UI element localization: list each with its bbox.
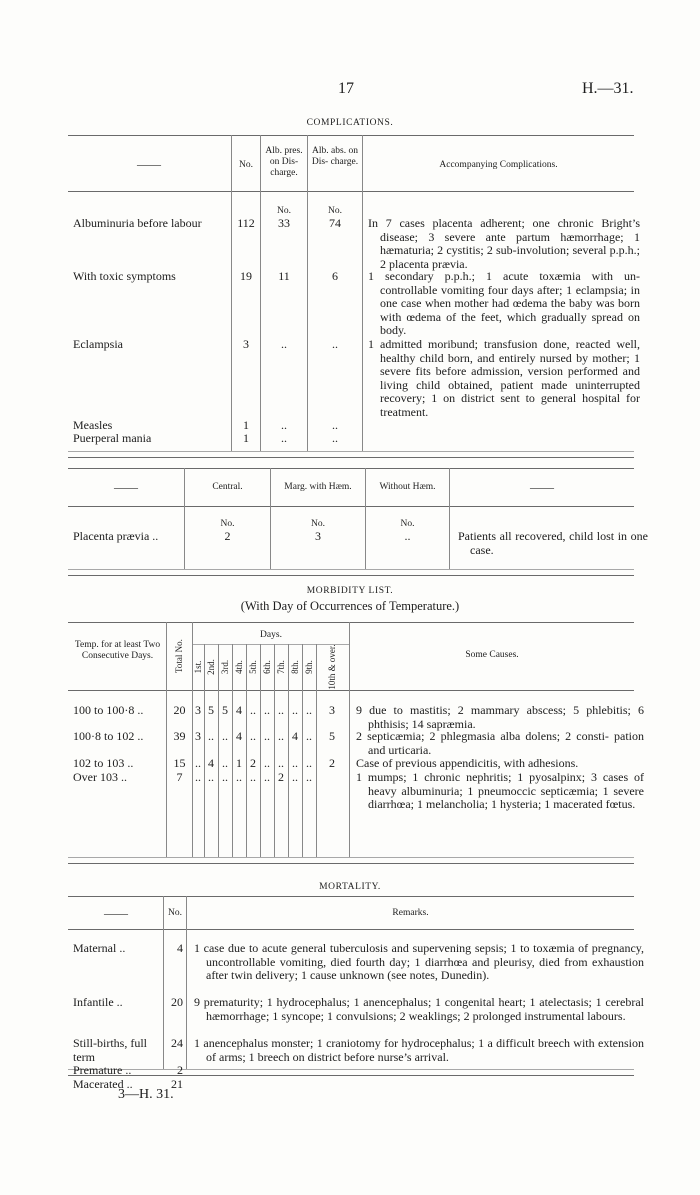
table-rule bbox=[68, 191, 634, 192]
row-day-value: 2 bbox=[278, 770, 284, 784]
row-no: 24 bbox=[171, 1036, 183, 1050]
row-no: 19 bbox=[240, 269, 252, 283]
no-label: No. bbox=[328, 206, 342, 216]
row-day-value: .. bbox=[306, 703, 312, 717]
header-day: 1st. bbox=[193, 660, 203, 674]
row-no: 4 bbox=[177, 941, 183, 955]
row-day-value: 5 bbox=[222, 703, 228, 717]
column-rule bbox=[232, 644, 233, 857]
column-rule bbox=[246, 644, 247, 857]
header-causes: Some Causes. bbox=[465, 650, 519, 660]
header-remarks: Remarks. bbox=[392, 908, 429, 918]
table-rule bbox=[68, 575, 634, 576]
footer-signature: 3—H. 31. bbox=[118, 1087, 174, 1102]
column-rule bbox=[260, 644, 261, 857]
row-central: 2 bbox=[224, 529, 231, 543]
row-total: 15 bbox=[173, 756, 186, 770]
header-day: 4th. bbox=[234, 660, 244, 674]
row-no: 1 bbox=[243, 418, 249, 432]
no-label: No. bbox=[277, 206, 291, 216]
row-day-value: 1 bbox=[236, 756, 242, 770]
row-day-value: .. bbox=[208, 770, 214, 784]
row-day-value: .. bbox=[264, 770, 270, 784]
no-label: No. bbox=[220, 519, 235, 529]
row-causes: Case of previous appendicitis, with adhesions. bbox=[356, 756, 579, 770]
row-day-value: 4 bbox=[236, 703, 242, 717]
header-total: Total No. bbox=[174, 639, 184, 673]
table-rule bbox=[68, 929, 634, 930]
row-marg: 3 bbox=[315, 529, 321, 543]
row-label: Albuminuria before labour bbox=[73, 216, 202, 230]
row-alb-abs: .. bbox=[332, 337, 338, 351]
row-no: 2 bbox=[177, 1063, 183, 1077]
table-rule bbox=[68, 896, 634, 897]
morbidity-title: MORBIDITY LIST. bbox=[306, 586, 394, 596]
column-rule bbox=[186, 896, 187, 1069]
row-day-value: .. bbox=[292, 756, 298, 770]
row-no: 20 bbox=[171, 995, 183, 1009]
row-without: .. bbox=[404, 529, 411, 543]
row-label: Over 103 .. bbox=[73, 770, 127, 784]
row-day-value: .. bbox=[306, 770, 312, 784]
row-day-value: .. bbox=[306, 756, 312, 770]
row-label: Maternal .. bbox=[73, 941, 126, 955]
row-label: 102 to 103 .. bbox=[73, 756, 134, 770]
header-day: 7th. bbox=[276, 660, 286, 674]
row-causes: 9 due to mastitis; 2 mammary abscess; 5 phlebitis; 6 phthisis; 14 sapræmia. bbox=[356, 703, 644, 731]
column-rule bbox=[274, 644, 275, 857]
header-marg: Marg. with Hæm. bbox=[284, 482, 352, 492]
header-day: 6th. bbox=[262, 660, 272, 674]
row-day-value: .. bbox=[222, 756, 228, 770]
morbidity-subtitle: (With Day of Occurrences of Temperature.) bbox=[240, 599, 460, 613]
table-rule bbox=[68, 622, 634, 623]
row-day-value: .. bbox=[195, 770, 201, 784]
row-day-value: .. bbox=[236, 770, 242, 784]
row-remarks: 1 case due to acute general tuberculosis and supervening sepsis; 1 to toxæmia of pregnancy, uncontrollable vomiting, died fourth day; 1 diarrhœa and pleurisy, died from exhaustion after twin delivery; 1 cause unknown (see notes, Dunedin). bbox=[194, 941, 644, 982]
table-rule bbox=[68, 468, 634, 469]
row-no: 112 bbox=[237, 216, 255, 230]
header-alb-pres: Alb. pres. on Dis- charge. bbox=[265, 146, 303, 178]
row-alb-abs: .. bbox=[332, 431, 338, 445]
table-rule bbox=[68, 569, 634, 570]
header-stub: —— bbox=[104, 906, 128, 920]
row-causes: 2 septicæmia; 2 phlegmasia alba dolens; 2 consti- pation and urticaria. bbox=[356, 729, 644, 757]
header-day: 5th. bbox=[248, 660, 258, 674]
row-day-value: .. bbox=[278, 756, 284, 770]
table-rule bbox=[192, 644, 349, 645]
header-day: 8th. bbox=[290, 660, 300, 674]
column-rule bbox=[204, 644, 205, 857]
row-alb-pres: .. bbox=[281, 337, 287, 351]
column-rule bbox=[231, 135, 232, 451]
row-label: Macerated .. bbox=[73, 1077, 133, 1091]
row-label: Measles bbox=[73, 418, 113, 432]
row-day-value: .. bbox=[222, 729, 228, 743]
row-day-value: .. bbox=[292, 770, 298, 784]
row-remarks: 1 admitted moribund; transfusion done, reacted well, healthy child born, and entirely nursed by mother; 1 severe fits before admission, version performed and living child obtained, patient made uninterrupted recovery; 1 on district sent to general hospital for treatment. bbox=[368, 337, 640, 419]
column-rule bbox=[288, 644, 289, 857]
row-no: 21 bbox=[171, 1077, 183, 1091]
row-label: 100 to 100·8 .. bbox=[73, 703, 144, 717]
row-label: Puerperal mania bbox=[73, 431, 152, 445]
row-day-value: 4 bbox=[236, 729, 242, 743]
row-label: Still-births, full term bbox=[73, 1036, 148, 1064]
row-day-value: .. bbox=[278, 729, 284, 743]
header-without: Without Hæm. bbox=[379, 482, 436, 492]
row-causes: 1 mumps; 1 chronic nephritis; 1 pyosalpinx; 3 cases of heavy albuminuria; 1 pneumoccic septicæmia; 1 severe diarrhœa; 1 melancholia; 1 hysteria; 1 macerated fœtus. bbox=[356, 770, 644, 811]
column-rule bbox=[307, 135, 308, 451]
row-day-value: 5 bbox=[329, 729, 335, 743]
row-day-value: 2 bbox=[250, 756, 256, 770]
page-number: 17 bbox=[338, 80, 354, 97]
complications-title: COMPLICATIONS. bbox=[306, 118, 394, 128]
row-remarks: Patients all recovered, child lost in one case. bbox=[458, 529, 648, 557]
column-rule bbox=[260, 135, 261, 451]
row-day-value: .. bbox=[264, 703, 270, 717]
row-alb-pres: 11 bbox=[278, 269, 290, 283]
row-remarks: 9 prematurity; 1 hydrocephalus; 1 anencephalus; 1 congenital heart; 1 atelectasis; 1 cerebral hæmorrhage; 1 syncope; 1 convulsions; 2 weaklings; 2 prolonged instrumental labours. bbox=[194, 995, 644, 1023]
row-label: With toxic symptoms bbox=[73, 269, 176, 283]
row-day-value: 3 bbox=[329, 703, 335, 717]
row-remarks: 1 anencephalus monster; 1 craniotomy for hydrocephalus; 1 a difficult breech with extension of arms; 1 breech on district before nurse’s arrival. bbox=[194, 1036, 644, 1064]
row-day-value: .. bbox=[306, 729, 312, 743]
row-total: 39 bbox=[173, 729, 186, 743]
table-rule bbox=[68, 451, 634, 452]
table-rule bbox=[68, 857, 634, 858]
row-no: 1 bbox=[243, 431, 249, 445]
row-day-value: .. bbox=[195, 756, 201, 770]
row-day-value: 5 bbox=[208, 703, 214, 717]
row-no: 3 bbox=[243, 337, 249, 351]
header-day: 9th. bbox=[304, 660, 314, 674]
header-remarks: —— bbox=[530, 480, 554, 494]
row-total: 20 bbox=[173, 703, 186, 717]
row-label: Infantile .. bbox=[73, 995, 123, 1009]
no-label: No. bbox=[311, 519, 325, 529]
header-stub: —— bbox=[114, 480, 138, 494]
table-rule bbox=[68, 506, 634, 507]
table-rule bbox=[68, 863, 634, 864]
mortality-title: MORTALITY. bbox=[319, 882, 381, 892]
row-day-value: .. bbox=[250, 703, 256, 717]
header-temp: Temp. for at least Two Consecutive Days. bbox=[74, 640, 161, 661]
header-day: 3rd. bbox=[220, 659, 230, 675]
row-label: Placenta prævia .. bbox=[73, 529, 159, 543]
row-label: Eclampsia bbox=[73, 337, 123, 351]
row-remarks: 1 secondary p.p.h.; 1 acute toxæmia with un- controllable vomiting four days after; 1 eclampsia; in one case when mother had œdema the baby was born with œdema of the feet, which gradually spread on body. bbox=[368, 269, 640, 337]
column-rule bbox=[362, 135, 363, 451]
row-day-value: .. bbox=[208, 729, 214, 743]
header-day: 10th & over. bbox=[327, 644, 337, 690]
table-rule bbox=[68, 690, 634, 691]
header-accompanying: Accompanying Complications. bbox=[439, 160, 558, 170]
row-label: Premature .. bbox=[73, 1063, 132, 1077]
header-days: Days. bbox=[260, 630, 282, 640]
row-day-value: .. bbox=[250, 770, 256, 784]
row-total: 7 bbox=[176, 770, 183, 784]
table-rule bbox=[68, 135, 634, 136]
table-rule bbox=[68, 457, 634, 458]
row-day-value: 4 bbox=[208, 756, 214, 770]
header-no: No. bbox=[168, 908, 182, 918]
row-day-value: .. bbox=[264, 729, 270, 743]
header-no: No. bbox=[239, 160, 253, 170]
document-reference: H.—31. bbox=[582, 80, 634, 97]
no-label: No. bbox=[400, 519, 415, 529]
row-day-value: .. bbox=[292, 703, 298, 717]
row-alb-pres: .. bbox=[281, 431, 287, 445]
row-day-value: .. bbox=[250, 729, 256, 743]
header-alb-abs: Alb. abs. on Dis- charge. bbox=[311, 146, 359, 167]
row-day-value: 2 bbox=[329, 756, 335, 770]
row-day-value: 4 bbox=[292, 729, 298, 743]
row-alb-abs: 74 bbox=[329, 216, 341, 230]
row-remarks: In 7 cases placenta adherent; one chronic Bright’s disease; 3 severe ante partum hæmorrhage; 1 hæmaturia; 2 cystitis; 2 sub-involution; several p.p.h.; 2 placenta prævia. bbox=[368, 216, 640, 271]
header-day: 2nd. bbox=[206, 659, 216, 675]
row-alb-abs: .. bbox=[332, 418, 338, 432]
row-alb-pres: .. bbox=[281, 418, 287, 432]
row-day-value: .. bbox=[222, 770, 228, 784]
row-alb-pres: 33 bbox=[278, 216, 290, 230]
row-day-value: .. bbox=[278, 703, 284, 717]
column-rule bbox=[316, 644, 317, 857]
row-alb-abs: 6 bbox=[332, 269, 338, 283]
column-rule bbox=[302, 644, 303, 857]
row-day-value: 3 bbox=[195, 703, 201, 717]
row-day-value: .. bbox=[264, 756, 270, 770]
header-central: Central. bbox=[212, 482, 243, 492]
row-day-value: 3 bbox=[195, 729, 201, 743]
column-rule bbox=[218, 644, 219, 857]
header-stub: —— bbox=[137, 157, 161, 171]
row-label: 100·8 to 102 .. bbox=[73, 729, 144, 743]
